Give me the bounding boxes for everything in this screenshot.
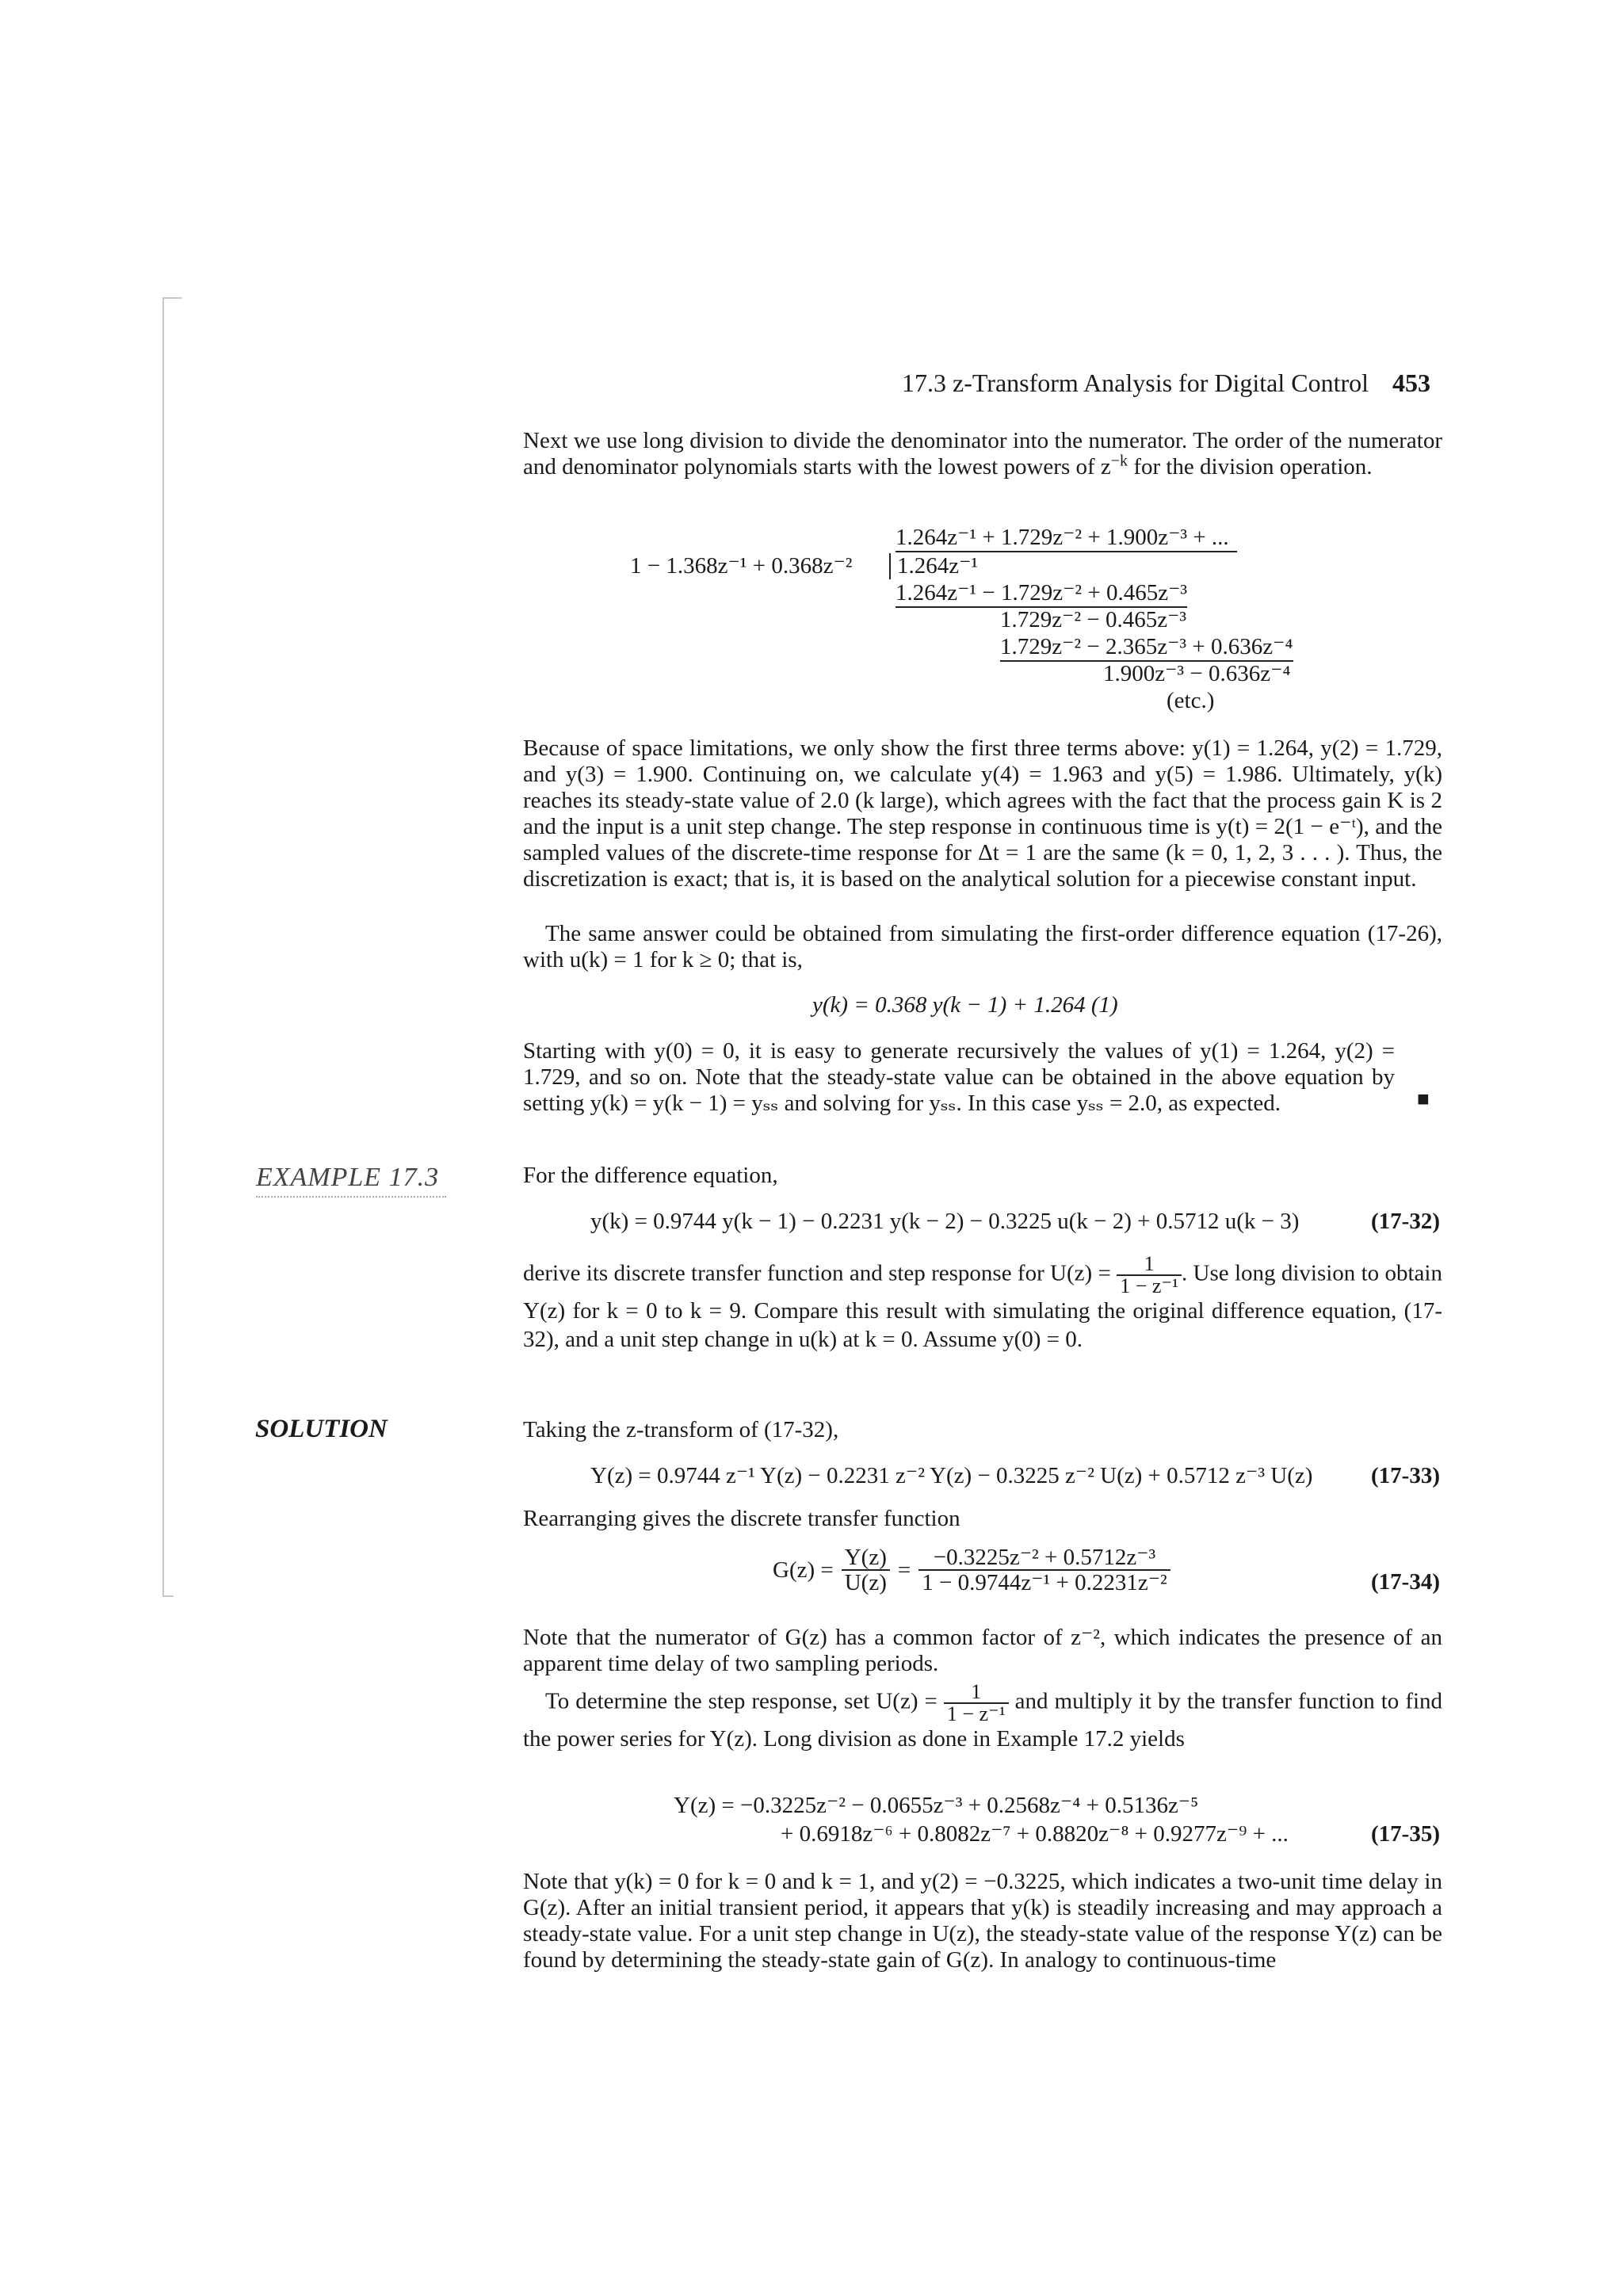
equation-number-17-32: (17-32) xyxy=(1371,1209,1440,1234)
equation-17-34: G(z) = $\frac{Y(z)}{U(z)}$ = $\frac{\text{−0.3225z⁻² + 0.5712z⁻³}}{\text{1 − 0.9744z⁻¹ + 0.2231z⁻²}}$ xyxy=(773,1545,1170,1595)
division-divisor: 1 − 1.368z⁻¹ + 0.368z⁻² xyxy=(630,553,853,579)
equation-17-35-line2: + 0.6918z⁻⁶ + 0.8082z⁻⁷ + 0.8820z⁻⁸ + 0.9277z⁻⁹ + ... xyxy=(781,1821,1289,1847)
equation-17-35-line1: Y(z) = −0.3225z⁻² − 0.0655z⁻³ + 0.2568z⁻⁴ + 0.5136z⁻⁵ xyxy=(674,1793,1199,1818)
example-intro: For the difference equation, xyxy=(523,1163,778,1188)
fraction-transfer-function: $\frac{\text{−0.3225z⁻² + 0.5712z⁻³}}{\text{1 − 0.9744z⁻¹ + 0.2231z⁻²}}$ xyxy=(918,1545,1170,1595)
solution-intro: Taking the z-transform of (17-32), xyxy=(523,1417,839,1442)
equation-17-32: y(k) = 0.9744 y(k − 1) − 0.2231 y(k − 2) − 0.3225 u(k − 2) + 0.5712 u(k − 3) xyxy=(590,1209,1300,1234)
division-row5: (etc.) xyxy=(1167,688,1215,713)
scan-margin-line xyxy=(162,297,164,1597)
equation-number-17-33: (17-33) xyxy=(1371,1463,1440,1488)
division-row1: 1.264z⁻¹ − 1.729z⁻² + 0.465z⁻³ xyxy=(896,580,1187,608)
paragraph-step-response: To determine the step response, set U(z) = $\frac{1}{\text{1 − z⁻¹}}$ and multiply it by the transfer function to find the power series for Y(z). Long division as done in Example 17.2 yields xyxy=(523,1680,1443,1752)
division-dividend: 1.264z⁻¹ xyxy=(889,553,978,579)
end-of-example-mark: ■ xyxy=(1417,1087,1430,1110)
paragraph-space-limitations: Because of space limitations, we only show the first three terms above: y(1) = 1.264, y(2) = 1.729, and y(3) = 1.900. Continuing on, we calculate y(4) = 1.963 and y(5) = 1.986. Ultimately, y(k) reaches its steady-state value of 2.0 (k large), which agrees with the fact that the process gain K is 2 and the input is a unit step change. The step response in continuous time is y(t) = 2(1 − e⁻ᵗ), and the sampled values of the discrete-time response for Δt = 1 are the same (k = 0, 1, 2, 3 . . . ). Thus, the discretization is exact; that is, it is based on the analytical solution for a piecewise constant input. xyxy=(523,735,1442,892)
equation-number-17-35: (17-35) xyxy=(1371,1821,1440,1847)
example-label: EXAMPLE 17.3 xyxy=(256,1163,446,1198)
solution-rearranging: Rearranging gives the discrete transfer function xyxy=(523,1506,960,1531)
running-header xyxy=(902,369,1430,398)
equation-17-33: Y(z) = 0.9744 z⁻¹ Y(z) − 0.2231 z⁻² Y(z) − 0.3225 z⁻² U(z) + 0.5712 z⁻³ U(z) xyxy=(590,1463,1313,1488)
division-row3: 1.729z⁻² − 2.365z⁻³ + 0.636z⁻⁴ xyxy=(1000,634,1293,662)
example-statement: derive its discrete transfer function and step response for U(z) = $\frac{1}{\text{1 − z⁻¹}}$ . Use long division to obtain Y(z) for k = 0 to k = 9. Compare this result with simulating the original difference equation, (17-32), and a unit step change in u(k) at k = 0. Assume y(0) = 0. xyxy=(523,1252,1442,1352)
paragraph-same-answer: The same answer could be obtained from simulating the first-order difference equation (17-26), with u(k) = 1 for k ≥ 0; that is, xyxy=(523,921,1442,972)
equation-number-17-34: (17-34) xyxy=(1371,1569,1440,1595)
header-section: 17.3 z-Transform Analysis for Digital Control xyxy=(902,369,1369,397)
page-number: 453 xyxy=(1392,369,1430,397)
solution-label: SOLUTION xyxy=(255,1415,388,1443)
equation-recursive: y(k) = 0.368 y(k − 1) + 1.264 (1) xyxy=(812,992,1118,1018)
division-row2: 1.729z⁻² − 0.465z⁻³ xyxy=(1000,607,1187,632)
intro-paragraph: Next we use long division to divide the denominator into the numerator. The order of the numerator and denominator polynomials starts with the lowest powers of $z^{-k}$ for the division operation. xyxy=(523,428,1442,479)
paragraph-starting: Starting with y(0) = 0, it is easy to generate recursively the values of y(1) = 1.264, y(2) = 1.729, and so on. Note that the steady-state value can be obtained in the above equation by setting y(k) = y(k − 1) = yₛₛ and solving for yₛₛ. In this case yₛₛ = 2.0, as expected. xyxy=(523,1038,1395,1116)
division-row4: 1.900z⁻³ − 0.636z⁻⁴ xyxy=(1103,661,1291,686)
paragraph-final: Note that y(k) = 0 for k = 0 and k = 1, and y(2) = −0.3225, which indicates a two-unit time delay in G(z). After an initial transient period, it appears that y(k) is steadily increasing and may approach a steady-state value. For a unit step change in U(z), the steady-state value of the response Y(z) can be found by determining the steady-state gain of G(z). In analogy to continuous-time xyxy=(523,1869,1442,1973)
fraction-y-over-u: $\frac{Y(z)}{U(z)}$ xyxy=(842,1545,890,1595)
scan-corner-mark xyxy=(162,297,181,299)
step-input-fraction: $\frac{1}{\text{1 − z⁻¹}}$ xyxy=(1117,1254,1182,1297)
scan-corner-mark-bottom xyxy=(162,1595,174,1597)
step-fraction: $\frac{1}{\text{1 − z⁻¹}}$ xyxy=(944,1682,1009,1725)
division-quotient: 1.264z⁻¹ + 1.729z⁻² + 1.900z⁻³ + ... xyxy=(896,525,1237,552)
paragraph-common-factor: Note that the numerator of G(z) has a common factor of z⁻², which indicates the presence of an apparent time delay of two sampling periods. xyxy=(523,1625,1442,1676)
